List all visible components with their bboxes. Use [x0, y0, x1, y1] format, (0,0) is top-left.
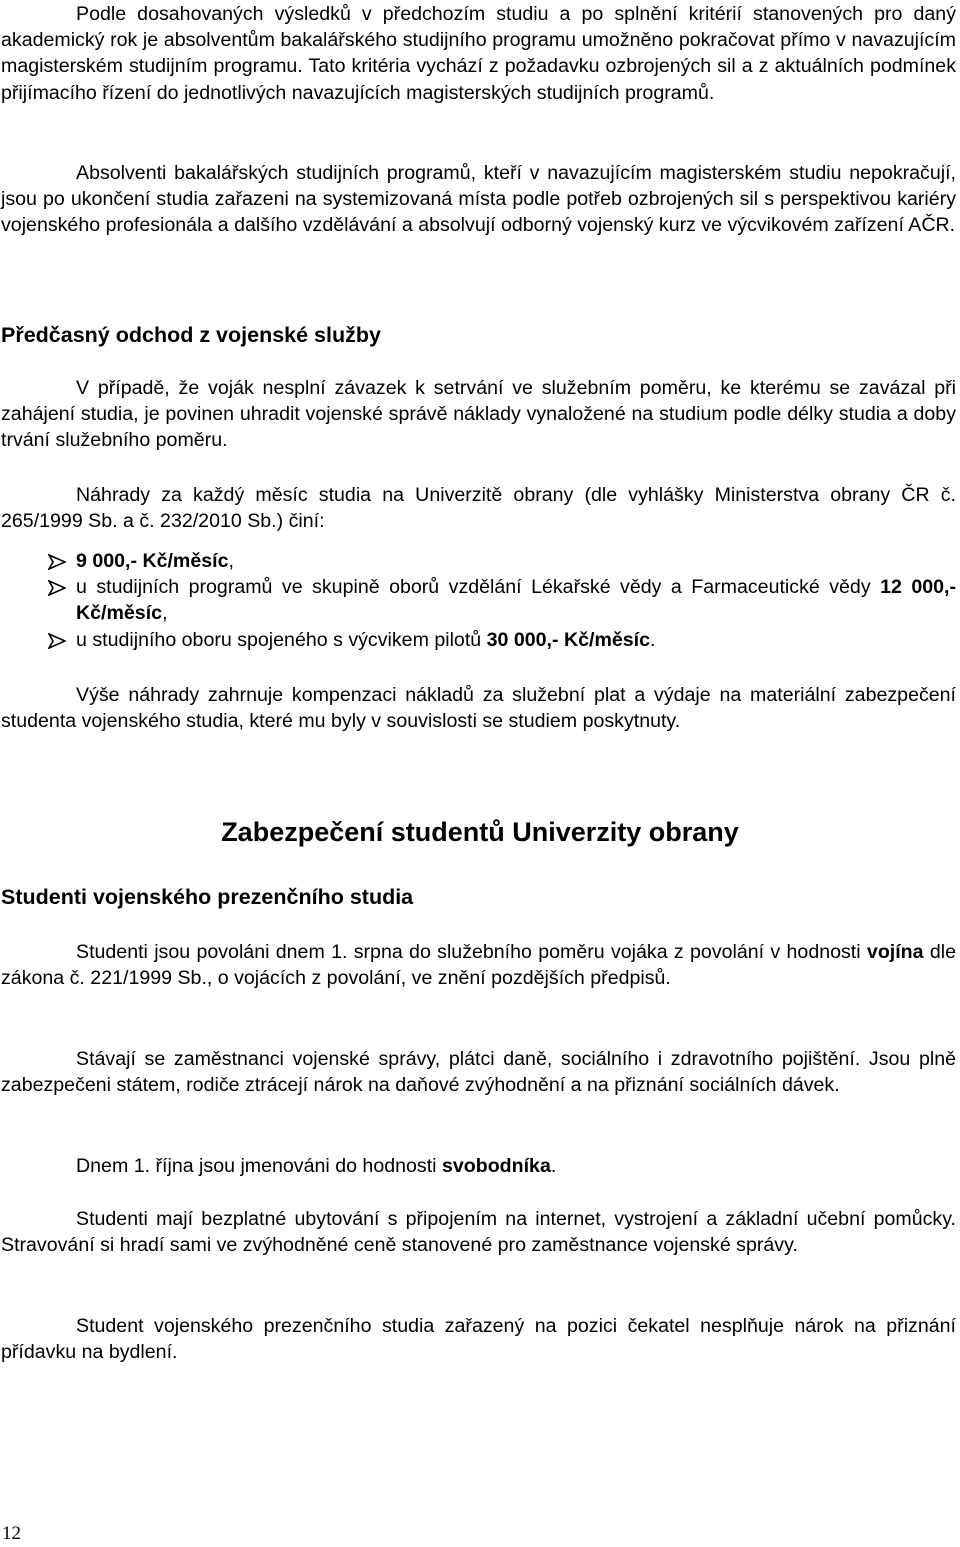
students-paragraph-5: Student vojenského prezenčního studia zařazený na pozici čekatel nesplňuje nárok na přiznání přídavku na bydlení.	[1, 1315, 956, 1364]
list-item-amount: 30 000,- Kč/měsíc	[486, 628, 651, 651]
rank-svobodnik: svobodníka	[441, 1155, 551, 1177]
intro-paragraph-2: Absolventi bakalářských studijních programů, kteří v navazujícím magisterském studiu nepokračují, jsou po ukončení studia zařazeni na systemizovaná místa podle potřeb ozbrojených sil s perspektivou kariéry vojenského profesionála a dalšího vzdělávání a absolvují odborný vojenský kurz ve výcvikovém zařízení AČR.	[1, 162, 956, 237]
students-paragraph-3: Dnem 1. října jsou jmenováni do hodnosti svobodníka.	[76, 1155, 557, 1177]
page-number: 12	[2, 1523, 21, 1544]
list-item-punct: ,	[162, 602, 168, 625]
early-leave-paragraph-3: Výše náhrady zahrnuje kompenzaci nákladů za služební plat a výdaje na materiální zabezpečení studenta vojenského studia, které mu byly v souvislosti se studiem poskytnuty.	[1, 684, 956, 733]
arrow-bullet-icon	[48, 633, 66, 649]
section-heading-early-leave: Předčasný odchod z vojenské služby	[1, 323, 381, 347]
section-heading-students: Studenti vojenského prezenčního studia	[1, 885, 414, 909]
intro-paragraph-1: Podle dosahovaných výsledků v předchozím studiu a po splnění kritérií stanovených pro daný akademický rok je absolventům bakalářského studijního programu umožněno pokračovat přímo v navazujícím magisterském studijním programu. Tato kritéria vychází z požadavku ozbrojených sil a z aktuálních podmínek přijímacího řízení do jednotlivých navazujících magisterských studijních programů.	[1, 3, 956, 104]
list-item-amount: 9 000,- Kč/měsíc	[76, 550, 229, 572]
early-leave-paragraph-2: Náhrady za každý měsíc studia na Univerzitě obrany (dle vyhlášky Ministerstva obrany ČR č. 265/1999 Sb. a č. 232/2010 Sb.) činí:	[1, 484, 956, 533]
page-title: Zabezpečení studentů Univerzity obrany	[221, 817, 739, 847]
list-item	[0, 627, 956, 653]
list-item	[0, 574, 956, 626]
students-paragraph-2: Stávají se zaměstnanci vojenské správy, plátci daně, sociálního i zdravotního pojištění. Jsou plně zabezpečeni státem, rodiče ztrácejí nárok na daňové zvýhodnění a na přiznání sociálních dávek.	[1, 1048, 956, 1097]
arrow-bullet-icon	[48, 554, 66, 570]
list-item-punct: .	[650, 628, 656, 651]
list-item-amount: 12 000,- Kč/měsíc	[76, 576, 956, 625]
list-item-punct: ,	[228, 550, 234, 572]
list-item-text: u studijního oboru spojeného s výcvikem pilotů	[76, 628, 487, 651]
students-paragraph-4: Studenti mají bezplatné ubytování s připojením na internet, vystrojení a základní učební pomůcky. Stravování si hradí sami ve zvýhodněné ceně stanovené pro zaměstnance vojenské správy.	[1, 1208, 956, 1257]
list-item	[0, 548, 956, 574]
early-leave-paragraph-1: V případě, že voják nesplní závazek k setrvání ve služebním poměru, ke kterému se zavázal při zahájení studia, je povinen uhradit vojenské správě náklady vynaložené na studium podle délky studia a doby trvání služebního poměru.	[1, 377, 956, 452]
rank-vojin: vojína	[866, 941, 924, 963]
arrow-bullet-icon	[48, 580, 66, 596]
list-item-text: u studijních programů ve skupině oborů vzdělání Lékařské vědy a Farmaceutické vědy	[76, 576, 881, 599]
compensation-list	[0, 548, 956, 653]
students-paragraph-1: Studenti jsou povoláni dnem 1. srpna do služebního poměru vojáka z povolání v hodnosti vojína dle zákona č. 221/1999 Sb., o vojácích z povolání, ve znění pozdějších předpisů.	[1, 941, 957, 990]
